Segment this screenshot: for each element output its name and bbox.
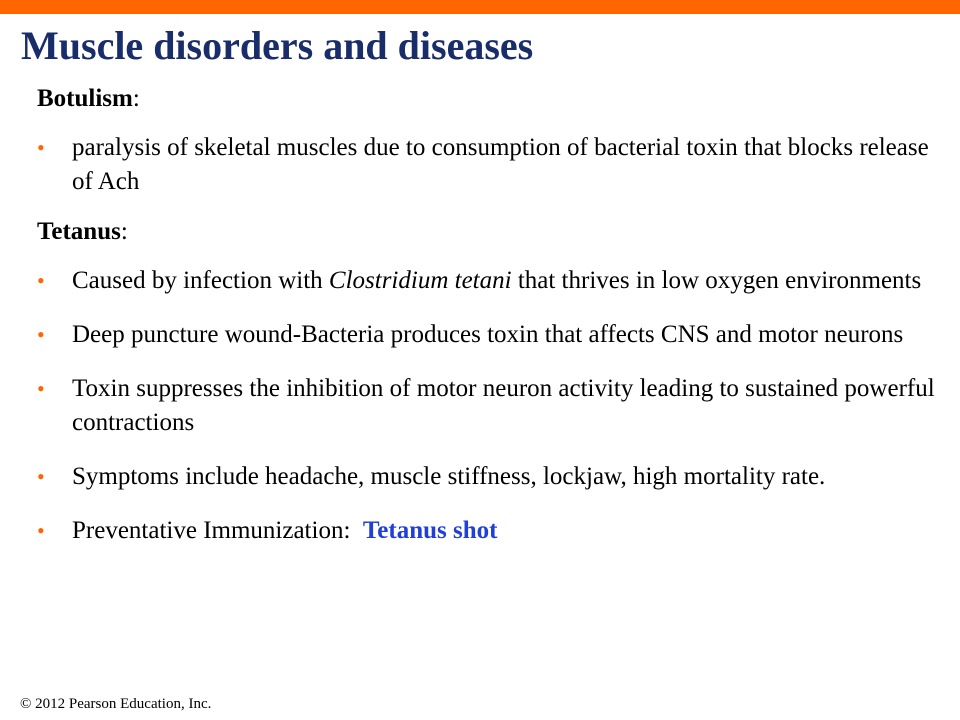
bullet-item: [37, 264, 937, 298]
bullet-text: Preventative Immunization: Tetanus shot: [72, 517, 498, 544]
bullet-icon: •: [37, 268, 45, 293]
bullet-item: [37, 514, 937, 548]
bullet-text: Deep puncture wound-Bacteria produces toxin that affects CNS and motor neurons: [72, 321, 904, 348]
bullet-text: Caused by infection with Clostridium tetani that thrives in low oxygen environments: [72, 267, 922, 294]
bullet-text: Toxin suppresses the inhibition of motor neuron activity leading to sustained powerful contractions: [72, 375, 935, 436]
bullet-item: [37, 460, 937, 494]
bullet-icon: •: [37, 376, 45, 401]
bullet-text: paralysis of skeletal muscles due to consumption of bacterial toxin that blocks release of Ach: [72, 134, 929, 195]
bullet-icon: •: [37, 464, 45, 489]
copyright-footer: © 2012 Pearson Education, Inc.: [20, 696, 212, 712]
bullet-item: [37, 372, 937, 440]
bullet-icon: •: [37, 322, 45, 347]
section-heading-tetanus: Tetanus:: [37, 218, 128, 245]
bullet-icon: •: [37, 135, 45, 160]
slide-content: [37, 82, 937, 568]
bullet-item: [37, 131, 937, 199]
slide-title: Muscle disorders and diseases: [21, 23, 534, 68]
tetanus-shot-highlight: Tetanus shot: [362, 517, 498, 544]
bullet-text: Symptoms include headache, muscle stiffness, lockjaw, high mortality rate.: [72, 463, 826, 490]
bullet-icon: •: [37, 518, 45, 543]
top-accent-bar: [0, 0, 960, 14]
bullet-item: [37, 318, 937, 352]
section-heading-botulism: Botulism:: [37, 85, 140, 112]
